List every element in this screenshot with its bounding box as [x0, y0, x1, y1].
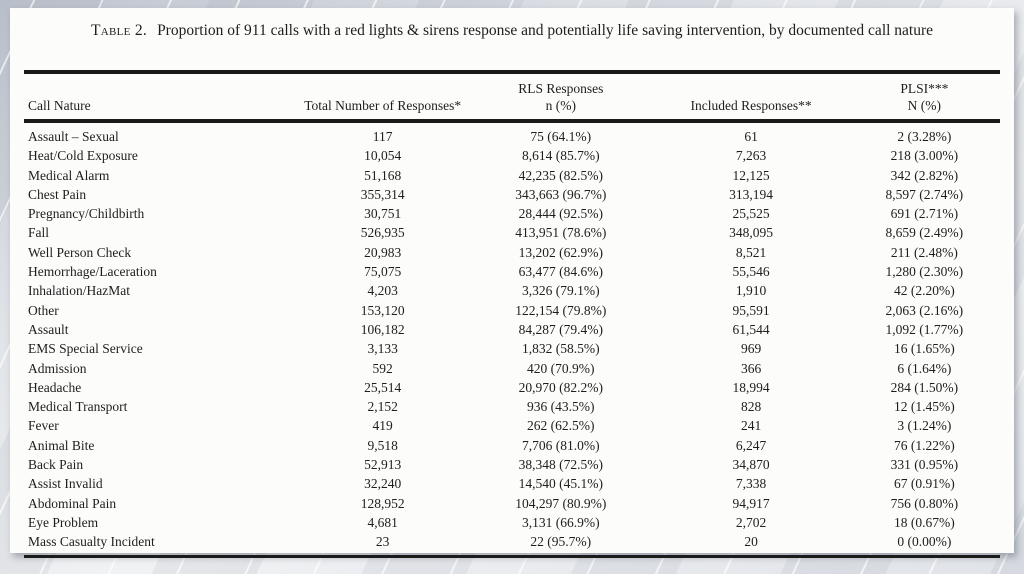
value-cell: 106,182	[360, 321, 405, 337]
table-row	[24, 397, 1000, 416]
call-nature-cell: EMS Special Service	[28, 341, 143, 357]
value-cell: 63,477 (84.6%)	[518, 264, 603, 280]
value-cell: 94,917	[732, 495, 770, 511]
value-cell: 348,095	[729, 225, 774, 241]
table-title	[24, 18, 1000, 70]
col-header-call-nature: Call Nature	[24, 72, 297, 121]
value-cell: 75,075	[364, 264, 402, 280]
value-cell: 128,952	[360, 495, 405, 511]
value-cell: 122,154 (79.8%)	[515, 302, 607, 318]
table-row	[24, 494, 1000, 513]
call-nature-cell: Hemorrhage/Laceration	[28, 264, 157, 280]
value-cell: 2 (3.28%)	[897, 129, 952, 144]
value-cell: 284 (1.50%)	[890, 379, 959, 395]
value-cell: 419	[372, 418, 393, 434]
value-cell: 20,983	[364, 244, 402, 260]
value-cell: 117	[372, 129, 393, 144]
value-cell: 25,514	[364, 379, 402, 395]
call-nature-cell: Mass Casualty Incident	[28, 534, 155, 550]
value-cell: 95,591	[732, 302, 770, 318]
value-cell: 241	[740, 418, 762, 434]
value-cell: 23	[375, 534, 390, 550]
table-row	[24, 281, 1000, 300]
value-cell: 104,297 (80.9%)	[515, 495, 607, 511]
value-cell: 218 (3.00%)	[890, 148, 959, 164]
value-cell: 13,202 (62.9%)	[518, 244, 603, 260]
table-row	[24, 243, 1000, 262]
value-cell: 0 (0.00%)	[897, 534, 952, 550]
data-table	[24, 70, 1000, 558]
call-nature-cell: Inhalation/HazMat	[28, 283, 130, 299]
value-cell: 6 (1.64%)	[897, 360, 952, 376]
table-row	[24, 166, 1000, 185]
table-row	[24, 455, 1000, 474]
value-cell: 936 (43.5%)	[527, 399, 595, 415]
value-cell: 355,314	[360, 186, 405, 202]
value-cell: 3,133	[367, 341, 398, 357]
table-row	[24, 301, 1000, 320]
col-header-plsi: PLSI*** N (%)	[849, 72, 1000, 121]
table-row	[24, 339, 1000, 358]
call-nature-cell: Admission	[28, 360, 87, 376]
table-row	[24, 416, 1000, 435]
col-header-rls-responses: RLS Responses n (%)	[468, 72, 653, 121]
table-header	[24, 72, 1000, 121]
value-cell: 61	[744, 129, 758, 144]
value-cell: 1,910	[735, 283, 767, 299]
value-cell: 2,152	[367, 399, 398, 415]
value-cell: 366	[740, 360, 762, 376]
call-nature-cell: Other	[28, 302, 59, 318]
value-cell: 2,702	[735, 514, 767, 530]
value-cell: 10,054	[364, 148, 402, 164]
value-cell: 6,247	[735, 437, 767, 453]
call-nature-cell: Headache	[28, 379, 82, 395]
value-cell: 55,546	[732, 264, 770, 280]
table-row	[24, 146, 1000, 165]
value-cell: 7,338	[735, 476, 767, 492]
value-cell: 4,681	[367, 514, 398, 530]
call-nature-cell: Medical Transport	[28, 399, 128, 415]
value-cell: 413,951 (78.6%)	[515, 225, 607, 241]
value-cell: 969	[740, 341, 762, 357]
value-cell: 51,168	[364, 167, 402, 183]
value-cell: 2,063 (2.16%)	[885, 302, 964, 318]
value-cell: 9,518	[367, 437, 398, 453]
table-body	[24, 121, 1000, 556]
value-cell: 18 (0.67%)	[893, 514, 955, 530]
value-cell: 313,194	[729, 186, 774, 202]
value-cell: 8,597 (2.74%)	[885, 186, 964, 202]
value-cell: 1,092 (1.77%)	[885, 321, 964, 337]
value-cell: 28,444 (92.5%)	[518, 206, 603, 222]
table-title-text: Proportion of 911 calls with a red lights & sirens response and potentially life saving intervention, by documented call nature	[157, 22, 934, 39]
value-cell: 1,832 (58.5%)	[521, 341, 600, 357]
call-nature-cell: Pregnancy/Childbirth	[28, 206, 145, 222]
value-cell: 38,348 (72.5%)	[518, 457, 603, 473]
value-cell: 756 (0.80%)	[890, 495, 959, 511]
value-cell: 526,935	[360, 225, 405, 241]
value-cell: 30,751	[364, 206, 402, 222]
value-cell: 67 (0.91%)	[893, 476, 955, 492]
table-row	[24, 223, 1000, 242]
value-cell: 7,706 (81.0%)	[521, 437, 600, 453]
call-nature-cell: Back Pain	[28, 457, 84, 473]
paper-panel	[10, 8, 1014, 553]
table-row	[24, 262, 1000, 281]
value-cell: 75 (64.1%)	[530, 129, 592, 144]
call-nature-cell: Assault	[28, 321, 69, 337]
table-row	[24, 436, 1000, 455]
value-cell: 3,131 (66.9%)	[521, 514, 600, 530]
call-nature-cell: Fall	[28, 225, 50, 241]
value-cell: 42 (2.20%)	[893, 283, 955, 299]
table-row	[24, 121, 1000, 146]
value-cell: 1,280 (2.30%)	[885, 264, 964, 280]
value-cell: 20,970 (82.2%)	[518, 379, 603, 395]
call-nature-cell: Medical Alarm	[28, 167, 110, 183]
table-number-label: Table 2.	[90, 22, 148, 39]
value-cell: 20	[744, 534, 758, 550]
value-cell: 8,659 (2.49%)	[885, 225, 964, 241]
call-nature-cell: Eye Problem	[28, 514, 99, 530]
table-row	[24, 185, 1000, 204]
table-row	[24, 359, 1000, 378]
value-cell: 32,240	[364, 476, 402, 492]
value-cell: 61,544	[732, 321, 770, 337]
value-cell: 342 (2.82%)	[890, 167, 959, 183]
value-cell: 4,203	[367, 283, 398, 299]
value-cell: 8,521	[735, 244, 767, 260]
value-cell: 828	[740, 399, 762, 415]
call-nature-cell: Animal Bite	[28, 437, 95, 453]
value-cell: 7,263	[735, 148, 767, 164]
value-cell: 25,525	[732, 206, 770, 222]
value-cell: 16 (1.65%)	[893, 341, 955, 357]
value-cell: 153,120	[360, 302, 405, 318]
call-nature-cell: Well Person Check	[28, 244, 132, 260]
value-cell: 22 (95.7%)	[530, 534, 592, 550]
table-row	[24, 320, 1000, 339]
value-cell: 691 (2.71%)	[890, 206, 959, 222]
value-cell: 76 (1.22%)	[893, 437, 955, 453]
value-cell: 331 (0.95%)	[890, 457, 959, 473]
value-cell: 84,287 (79.4%)	[518, 321, 603, 337]
value-cell: 343,663 (96.7%)	[515, 186, 607, 202]
call-nature-cell: Chest Pain	[28, 186, 87, 202]
value-cell: 12 (1.45%)	[893, 399, 955, 415]
value-cell: 12,125	[732, 167, 770, 183]
col-header-total-responses: Total Number of Responses*	[297, 72, 468, 121]
value-cell: 52,913	[364, 457, 402, 473]
value-cell: 42,235 (82.5%)	[518, 167, 603, 183]
table-row	[24, 378, 1000, 397]
call-nature-cell: Assault – Sexual	[28, 129, 119, 144]
call-nature-cell: Heat/Cold Exposure	[28, 148, 138, 164]
table-row	[24, 204, 1000, 223]
value-cell: 3,326 (79.1%)	[521, 283, 600, 299]
value-cell: 8,614 (85.7%)	[521, 148, 600, 164]
value-cell: 14,540 (45.1%)	[518, 476, 603, 492]
value-cell: 3 (1.24%)	[897, 418, 952, 434]
value-cell: 34,870	[732, 457, 770, 473]
value-cell: 18,994	[732, 379, 770, 395]
col-header-included-responses: Included Responses**	[654, 72, 849, 121]
call-nature-cell: Abdominal Pain	[28, 495, 117, 511]
table-row	[24, 474, 1000, 493]
table-row	[24, 513, 1000, 532]
value-cell: 592	[372, 360, 393, 376]
value-cell: 211 (2.48%)	[890, 244, 958, 260]
value-cell: 420 (70.9%)	[527, 360, 595, 376]
table-row	[24, 532, 1000, 556]
value-cell: 262 (62.5%)	[527, 418, 595, 434]
call-nature-cell: Assist Invalid	[28, 476, 103, 492]
call-nature-cell: Fever	[28, 418, 59, 434]
